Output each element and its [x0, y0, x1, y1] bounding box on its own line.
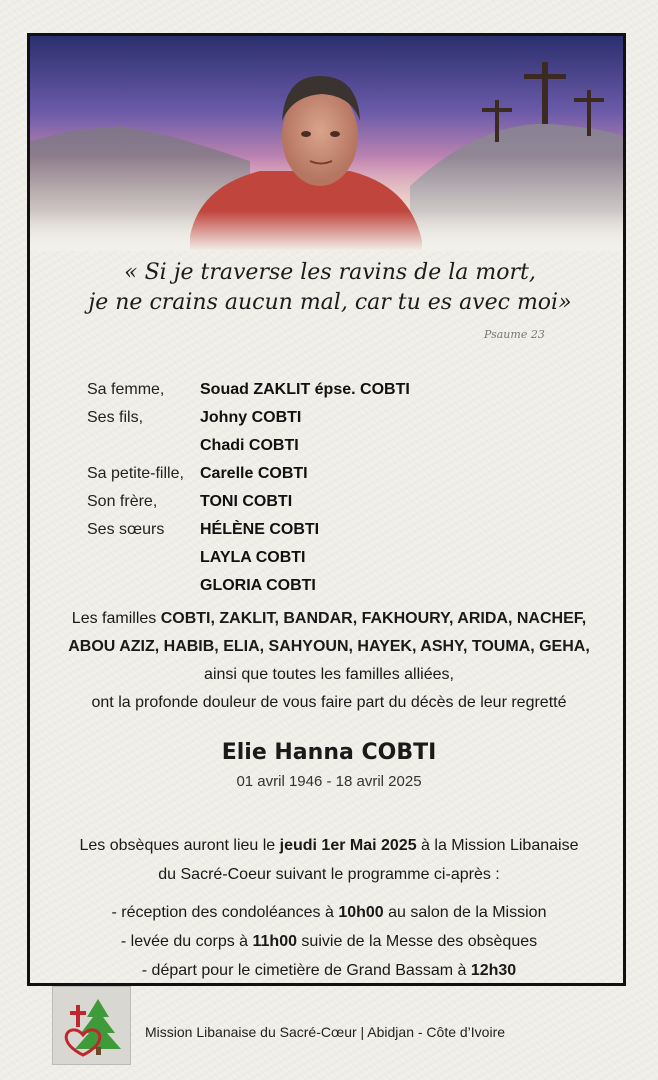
family-row [87, 488, 410, 516]
deceased-name: Elie Hanna COBTI [221, 740, 437, 765]
funeral-announcement [40, 831, 618, 889]
header-banner [30, 36, 623, 251]
program-item [40, 927, 618, 956]
program-item [40, 898, 618, 927]
family-row [87, 544, 410, 572]
relation-label: Sa femme, [87, 381, 165, 398]
cedar-heart-cross-icon [53, 987, 130, 1064]
footer-caption: Mission Libanaise du Sacré-Cœur | Abidjan - Côte d’Ivoire [145, 1024, 506, 1040]
family-row [87, 572, 410, 600]
sky-crosses-photo [30, 36, 623, 251]
family-row [87, 432, 410, 460]
program-text: - départ pour le cimetière de Grand Bassam à [141, 962, 471, 979]
funeral-part-2: à la Mission Libanaise [416, 837, 579, 854]
deceased-dates: 01 avril 1946 - 18 avril 2025 [236, 773, 422, 790]
family-row [87, 460, 410, 488]
program-after: suivie de la Messe des obsèques [296, 933, 538, 950]
program-text: - réception des condoléances à [111, 904, 339, 921]
relation-label [87, 544, 200, 572]
relative-name: Chadi COBTI [200, 437, 299, 454]
families-prefix: Les familles [71, 610, 161, 627]
funeral-line-2: du Sacré-Coeur suivant le programme ci-après : [158, 866, 500, 883]
families-names-1: COBTI, ZAKLIT, BANDAR, FAKHOURY, ARIDA, NACHEF, [160, 610, 587, 627]
mission-logo [52, 986, 131, 1065]
funeral-date: jeudi 1er Mai 2025 [279, 837, 417, 854]
relation-label: Sa petite-fille, [87, 465, 184, 482]
program-text: - levée du corps à [120, 933, 253, 950]
relation-label [87, 432, 200, 460]
families-paragraph [40, 605, 618, 717]
quote-line-1: « Si je traverse les ravins de la mort, [124, 260, 536, 285]
funeral-program [40, 898, 618, 985]
funeral-part-1: Les obsèques auront lieu le [79, 837, 280, 854]
quote-line-2: je ne crains aucun mal, car tu es avec moi» [88, 290, 572, 315]
relative-name: TONI COBTI [200, 493, 293, 510]
families-names-2: ABOU AZIZ, HABIB, ELIA, SAHYOUN, HAYEK, ASHY, TOUMA, GEHA, [68, 638, 590, 655]
relative-name: LAYLA COBTI [200, 549, 306, 566]
relative-name: HÉLÈNE COBTI [200, 521, 320, 538]
relation-label [87, 572, 200, 600]
program-after: au salon de la Mission [383, 904, 547, 921]
families-line-4: ont la profonde douleur de vous faire part du décès de leur regretté [91, 694, 567, 711]
family-row [87, 404, 410, 432]
families-line-3: ainsi que toutes les familles alliées, [204, 666, 454, 683]
program-item [40, 956, 618, 985]
program-time: 11h00 [252, 933, 297, 950]
quote-source: Psaume 23 [484, 328, 545, 341]
relative-name: GLORIA COBTI [200, 577, 316, 594]
relative-name: Johny COBTI [200, 409, 302, 426]
program-time: 12h30 [470, 962, 517, 979]
relation-label: Ses sœurs [87, 521, 165, 538]
family-row [87, 516, 410, 544]
bible-quote [60, 258, 600, 318]
family-row [87, 376, 410, 404]
family-list [87, 376, 410, 600]
relative-name: Carelle COBTI [200, 465, 308, 482]
program-time: 10h00 [338, 904, 384, 921]
relation-label: Ses fils, [87, 409, 144, 426]
relative-name: Souad ZAKLIT épse. COBTI [200, 381, 410, 398]
relation-label: Son frère, [87, 493, 158, 510]
